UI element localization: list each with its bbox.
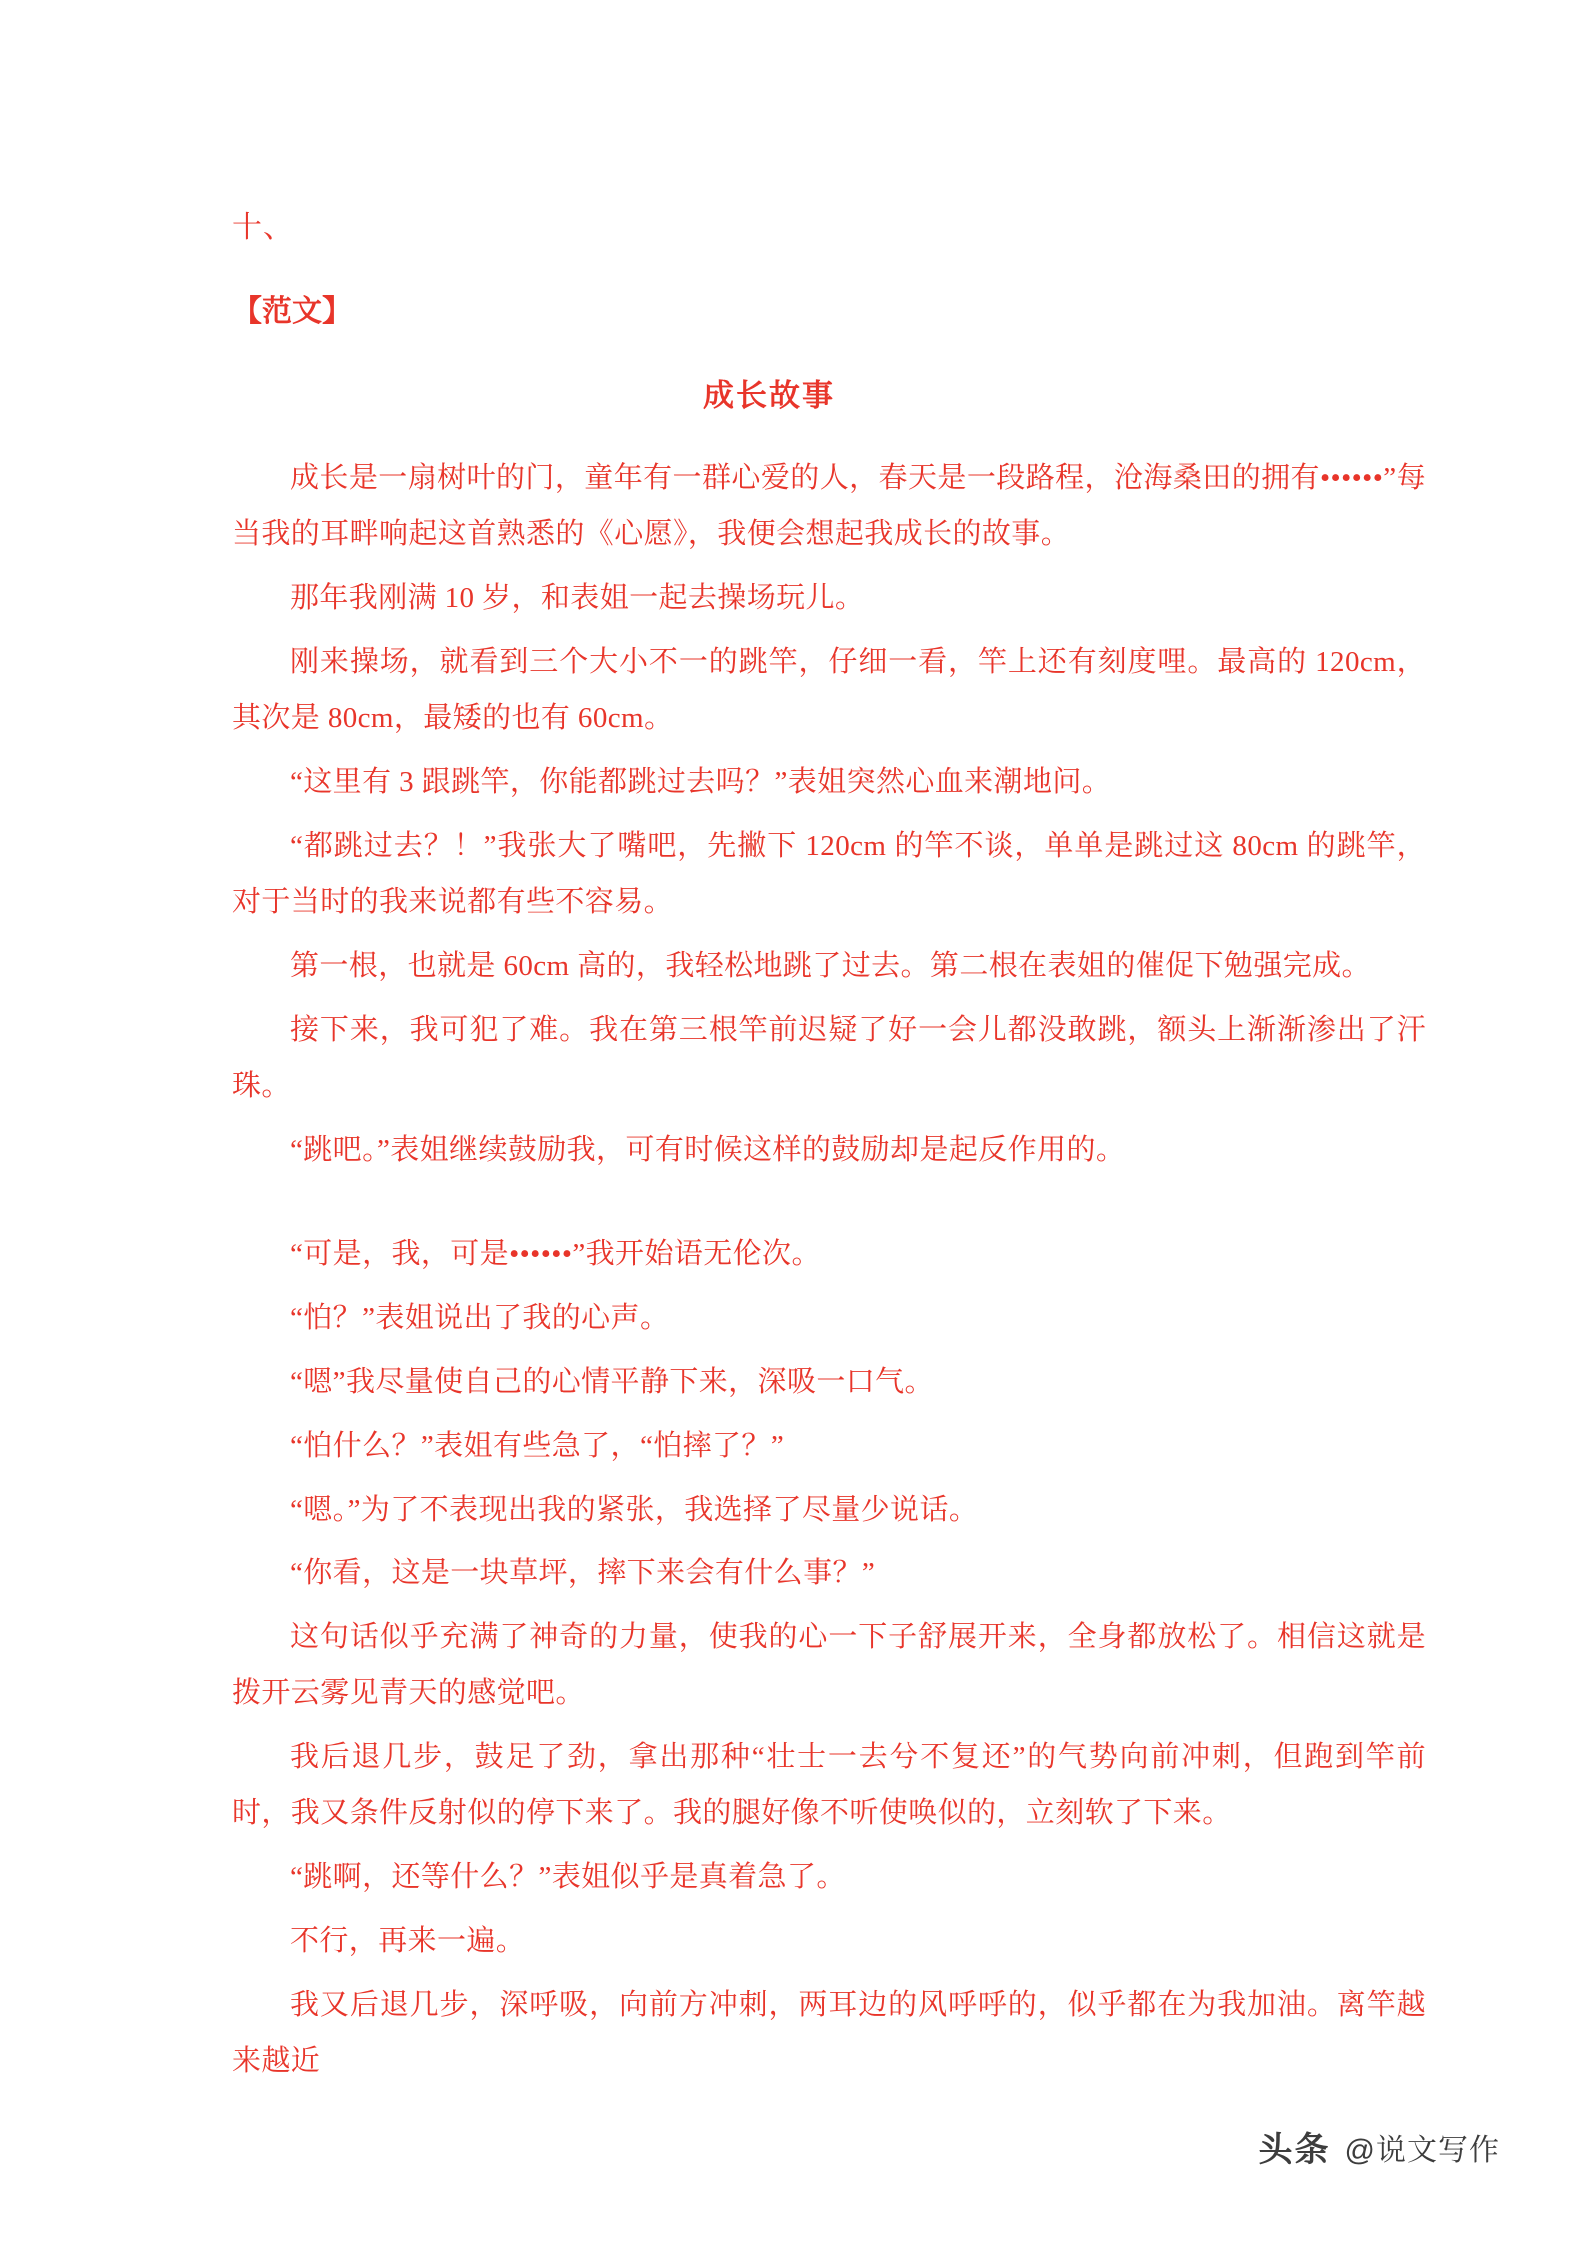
paragraph: “怕什么？”表姐有些急了，“怕摔了？” — [290, 1429, 785, 1462]
paragraph: 接下来，我可犯了难。我在第三根竿前迟疑了好一会儿都没敢跳，额头上渐渐渗出了汗珠。 — [232, 1013, 1426, 1102]
paragraph: “你看，这是一块草坪，摔下来会有什么事？” — [290, 1557, 876, 1590]
section-number: 十、 — [232, 211, 294, 244]
paragraph: “嗯”我尽量使自己的心情平静下来，深吸一口气。 — [290, 1365, 934, 1398]
paragraph: “都跳过去？！”我张大了嘴吧，先撇下 120cm 的竿不谈，单单是跳过这 80cm 的跳竿，对于当时的我来说都有些不容易。 — [232, 829, 1426, 918]
paragraph: “这里有 3 跟跳竿，你能都跳过去吗？”表姐突然心血来潮地问。 — [290, 765, 1112, 798]
paragraph: “怕？”表姐说出了我的心声。 — [290, 1301, 670, 1334]
paragraph: 那年我刚满 10 岁，和表姐一起去操场玩儿。 — [290, 581, 865, 614]
paragraph: “跳啊，还等什么？”表姐似乎是真着急了。 — [290, 1861, 846, 1894]
toutiao-logo: 头条 — [1258, 2131, 1331, 2169]
watermark-account-name: @说文写作 — [1344, 2133, 1500, 2167]
paragraph: “嗯。”为了不表现出我的紧张，我选择了尽量少说话。 — [290, 1493, 979, 1526]
paragraph: “跳吧。”表姐继续鼓励我，可有时候这样的鼓励却是起反作用的。 — [290, 1133, 1126, 1166]
paragraph: 第一根，也就是 60cm 高的，我轻松地跳了过去。第二根在表姐的催促下勉强完成。 — [290, 949, 1371, 982]
watermark — [1259, 2122, 1500, 2171]
sample-essay-tag: 【范文】 — [232, 295, 352, 328]
paragraph: 我后退几步，鼓足了劲，拿出那种“壮士一去兮不复还”的气势向前冲刺，但跑到竿前时，我又条件反射似的停下来了。我的腿好像不听使唤似的，立刻软了下来。 — [232, 1741, 1426, 1830]
paragraph: 刚来操场，就看到三个大小不一的跳竿，仔细一看，竿上还有刻度哩。最高的 120cm，其次是 80cm，最矮的也有 60cm。 — [232, 645, 1426, 734]
paragraph: 成长是一扇树叶的门，童年有一群心爱的人，春天是一段路程，沧海桑田的拥有••••••”每当我的耳畔响起这首熟悉的《心愿》，我便会想起我成长的故事。 — [232, 462, 1426, 550]
paragraph: 不行，再来一遍。 — [290, 1925, 526, 1958]
paragraph: 我又后退几步，深呼吸，向前方冲刺，两耳边的风呼呼的，似乎都在为我加油。离竿越来越近 — [232, 1989, 1426, 2078]
paragraph: “可是，我，可是••••••”我开始语无伦次。 — [290, 1237, 821, 1270]
paragraph: 这句话似乎充满了神奇的力量，使我的心一下子舒展开来，全身都放松了。相信这就是拨开云雾见青天的感觉吧。 — [232, 1621, 1426, 1710]
essay-title: 成长故事 — [703, 378, 835, 413]
paragraph-spacer — [232, 1187, 1426, 1227]
